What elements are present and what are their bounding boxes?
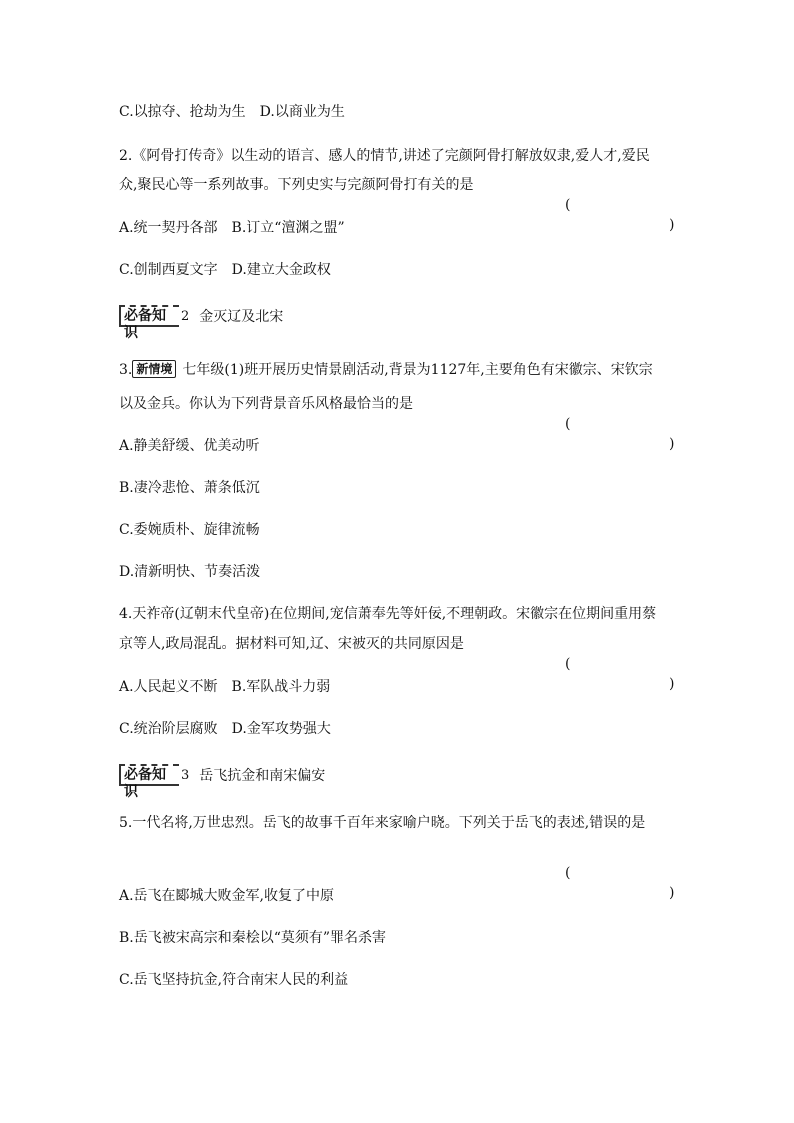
required-knowledge-badge: 必备知识 bbox=[119, 305, 179, 327]
answer-paren-left: ( bbox=[565, 416, 571, 432]
section-number: 3 bbox=[181, 767, 190, 783]
answer-paren-right: ) bbox=[669, 885, 675, 901]
answer-paren-right: ) bbox=[669, 436, 675, 452]
q5-option-b: B.岳飞被宋高宗和秦桧以“莫须有”罪名杀害 bbox=[119, 930, 387, 946]
section-header-2 bbox=[119, 304, 284, 341]
required-knowledge-badge: 必备知识 bbox=[119, 764, 179, 786]
q2-stem-line2: 众,聚民心等一系列故事。下列史实与完颜阿骨打有关的是 bbox=[119, 177, 474, 193]
q5-answer-blank[interactable] bbox=[565, 843, 675, 903]
section-title: 岳飞抗金和南宋偏安 bbox=[199, 768, 326, 784]
q3-option-a: A.静美舒缓、优美动听 bbox=[119, 438, 260, 454]
section-number: 2 bbox=[181, 308, 190, 324]
answer-paren-right: ) bbox=[669, 217, 675, 233]
q4-stem-line1: 4.天祚帝(辽朝末代皇帝)在位期间,宠信萧奉先等奸佞,不理朝政。宋徽宗在位期间重用蔡 bbox=[119, 606, 657, 622]
q3-number: 3. bbox=[119, 362, 133, 378]
new-situation-tag: 新情境 bbox=[132, 360, 176, 378]
answer-paren-right: ) bbox=[669, 676, 675, 692]
q5-stem-line1: 5.一代名将,万世忠烈。岳飞的故事千百年来家喻户晓。下列关于岳飞的表述,错误的是 bbox=[119, 815, 646, 831]
q2-answer-blank[interactable] bbox=[565, 175, 675, 235]
section-title: 金灭辽及北宋 bbox=[199, 309, 284, 325]
q3-option-b: B.凄冷悲怆、萧条低沉 bbox=[119, 480, 260, 496]
q5-option-a: A.岳飞在郾城大败金军,收复了中原 bbox=[119, 888, 335, 904]
q3-stem-text: 七年级(1)班开展历史情景剧活动,背景为1127年,主要角色有宋徽宗、宋钦宗 bbox=[182, 362, 653, 378]
answer-paren-left: ( bbox=[565, 865, 571, 881]
q3-option-c: C.委婉质朴、旋律流畅 bbox=[119, 522, 260, 538]
q4-options-cd: C.统治阶层腐败 D.金军攻势强大 bbox=[119, 721, 331, 737]
q4-stem-line2: 京等人,政局混乱。据材料可知,辽、宋被灭的共同原因是 bbox=[119, 636, 464, 652]
q3-answer-blank[interactable] bbox=[565, 394, 675, 454]
q4-answer-blank[interactable] bbox=[565, 634, 675, 694]
answer-paren-left: ( bbox=[565, 197, 571, 213]
q1-options-cd: C.以掠夺、抢劫为生 D.以商业为生 bbox=[119, 104, 345, 120]
q3-stem-line1 bbox=[119, 360, 653, 380]
q3-stem-line2: 以及金兵。你认为下列背景音乐风格最恰当的是 bbox=[119, 396, 413, 412]
q5-option-c: C.岳飞坚持抗金,符合南宋人民的利益 bbox=[119, 972, 349, 988]
q4-options-ab: A.人民起义不断 B.军队战斗力弱 bbox=[119, 679, 331, 695]
q3-option-d: D.清新明快、节奏活泼 bbox=[119, 564, 261, 580]
q2-stem-line1: 2.《阿骨打传奇》以生动的语言、感人的情节,讲述了完颜阿骨打解放奴隶,爱人才,爱民 bbox=[119, 148, 650, 164]
q2-options-ab: A.统一契丹各部 B.订立“澶渊之盟” bbox=[119, 220, 345, 236]
q2-options-cd: C.创制西夏文字 D.建立大金政权 bbox=[119, 262, 331, 278]
answer-paren-left: ( bbox=[565, 656, 571, 672]
section-header-3 bbox=[119, 763, 326, 800]
